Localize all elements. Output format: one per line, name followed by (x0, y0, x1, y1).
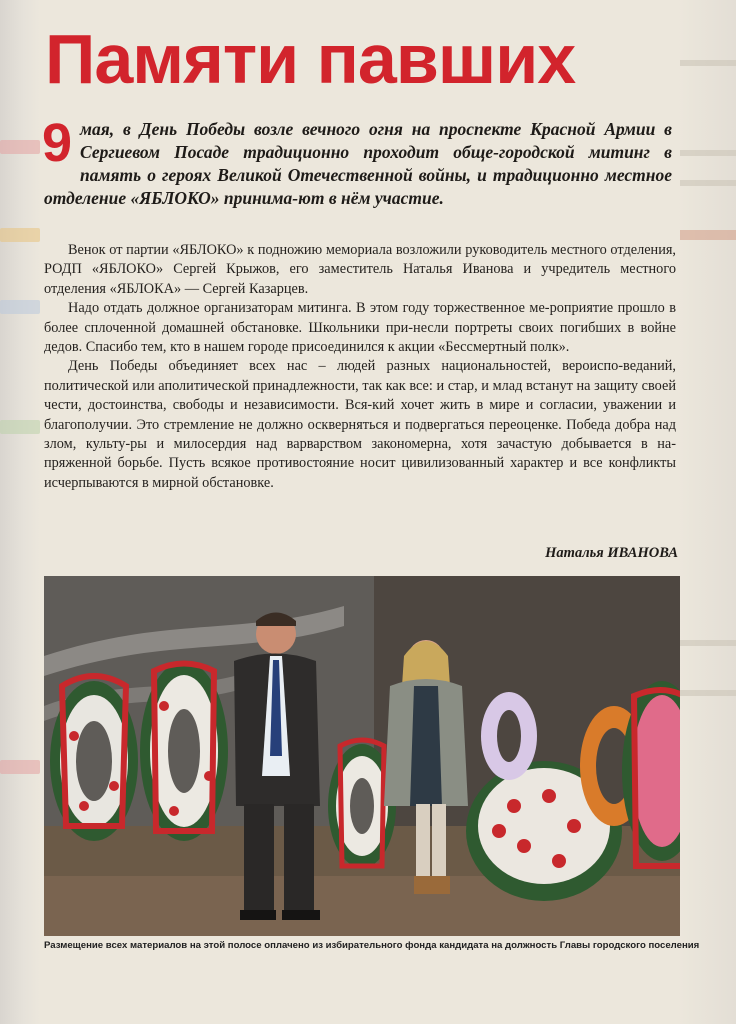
wreath (140, 661, 228, 841)
body-paragraph: Венок от партии «ЯБЛОКО» к подножию мемориала возложили руководитель местного отделения, РОДП «ЯБЛОКО» Сергей Крыжов, его заместитель Наталья Иванова и учредитель местного отделения «ЯБЛОКА» — Сергей Казарцев. (44, 242, 676, 297)
bleed-mark (680, 60, 736, 66)
bleed-mark (0, 228, 40, 242)
body-paragraph: Надо отдать должное организаторам митинга. В этом году торжественное ме-роприятие прошло в более сплоченной домашней обстановке. Школьники при-несли портреты своих погибших в войне дедов. Спасибо тем, кто в нашем городе присоединился к акции «Бессмертный полк». (44, 300, 676, 356)
bleed-mark (680, 690, 736, 696)
bleed-mark (680, 180, 736, 186)
payment-disclaimer-caption: Размещение всех материалов на этой полосе оплачено из избирательного фонда кандидата на должность Главы городского поселения (44, 940, 700, 951)
memorial-photo (44, 576, 680, 936)
bleed-mark (680, 150, 736, 156)
bleed-mark (680, 230, 736, 240)
bleed-mark (680, 640, 736, 646)
bleed-mark (0, 420, 40, 434)
lead-text: мая, в День Победы возле вечного огня на проспекте Красной Армии в Сергиевом Посаде традиционно проходит обще-городской митинг в память о героях Великой Отечественной войны, и традиционно местное отделение «ЯБЛОКО» принима-ют в нём участие. (44, 119, 672, 208)
bleed-mark (0, 300, 40, 314)
adjacent-page-right-edge (678, 0, 736, 1024)
body-paragraph: День Победы объединяет всех нас – людей разных национальностей, вероиспо-веданий, политической или аполитической принадлежности, так как все: и стар, и млад встанут на защиту своей чести, достоинства, свободы и независимости. Вся-кий хочет жить в мире и согласии, уважении и благополучии. Это стремление не должно оскверняться и подвергаться переоценке. Победа добра над злом, культу-ры и милосердия над варварством закономерна, хотя зачастую добывается в на-пряженной борьбе. Пусть всякое противостояние носит цивилизованный характер и все конфликты исчерпываются в мирной обстановке. (44, 358, 676, 491)
article-headline: Памяти павших (45, 20, 576, 98)
bleed-mark (0, 760, 40, 774)
adjacent-page-left-edge (0, 0, 40, 1024)
article-body (44, 241, 676, 493)
article-lead (42, 113, 672, 210)
photo-illustration (44, 576, 680, 936)
wreath (50, 676, 138, 841)
author-signature: Наталья ИВАНОВА (545, 545, 678, 561)
bleed-mark (0, 140, 40, 154)
lead-dropcap: 9 (42, 113, 73, 173)
